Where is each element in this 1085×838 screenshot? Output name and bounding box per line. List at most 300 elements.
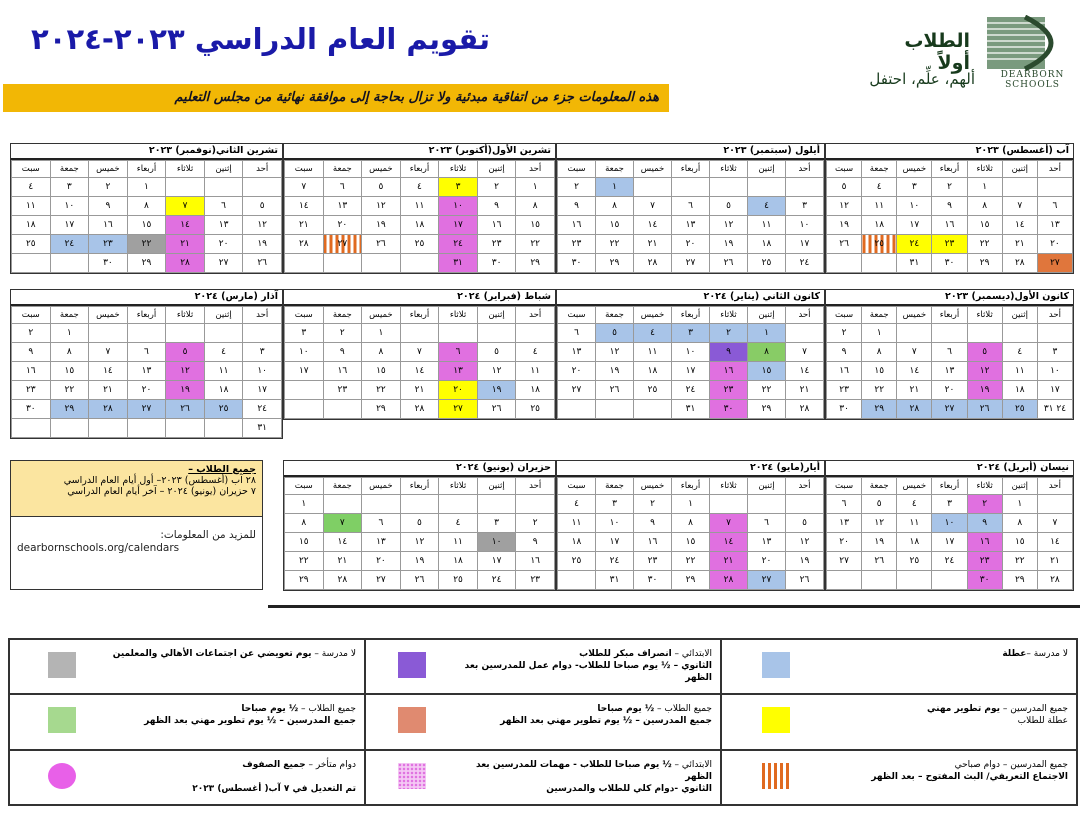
day-cell: ١٦	[558, 216, 596, 235]
day-cell: ١٢	[710, 216, 748, 235]
day-cell: ١٤	[1037, 533, 1072, 552]
weekday-header: إثنين	[748, 307, 786, 324]
day-cell	[285, 254, 324, 273]
day-cell: ٧	[710, 514, 748, 533]
day-cell: ١٩	[400, 552, 439, 571]
weekday-header: سبت	[827, 161, 862, 178]
day-cell	[243, 324, 282, 343]
day-cell: ١	[285, 495, 324, 514]
legend-item-early-release	[365, 639, 721, 694]
day-cell: ١١	[634, 343, 672, 362]
day-cell: ٢٢	[862, 381, 897, 400]
day-cell: ٢٣	[516, 571, 555, 590]
legend-text-bold: ½ يوم صباحا	[241, 704, 299, 715]
weekday-header: أربعاء	[400, 307, 439, 324]
day-cell: ٢٠	[439, 381, 478, 400]
day-cell: ١٣	[127, 362, 166, 381]
day-cell	[323, 400, 362, 419]
day-cell: ٢٥	[12, 235, 51, 254]
day-cell: ٢٠	[323, 216, 362, 235]
day-cell: ١٧	[897, 216, 932, 235]
day-cell: ٣	[897, 178, 932, 197]
day-cell: ٢٦	[862, 552, 897, 571]
more-info-label: للمزيد من المعلومات:	[160, 529, 256, 541]
day-cell	[710, 495, 748, 514]
day-cell	[634, 400, 672, 419]
legend-text-bold-2: الثانوي -دوام كلي للطلاب والمدرسين	[546, 783, 712, 794]
dearborn-logo	[985, 15, 1080, 95]
weekday-header: أربعاء	[127, 161, 166, 178]
day-cell: ٢٩	[1002, 571, 1037, 590]
day-cell: ٥	[400, 514, 439, 533]
legend-text-bold: عطلة	[1002, 649, 1027, 659]
day-cell: ٢٤ ٣١	[1037, 400, 1072, 419]
month-title: كانون الأول(ديسمبر) ٢٠٢٣	[826, 290, 1073, 306]
weekday-header: ثلاثاء	[439, 161, 478, 178]
weekday-header: إثنين	[477, 161, 516, 178]
day-cell	[786, 495, 824, 514]
day-cell: ٧	[166, 197, 205, 216]
weekday-header: جمعة	[596, 478, 634, 495]
day-cell	[362, 254, 401, 273]
month-calendar	[825, 289, 1074, 420]
day-cell: ٢٠	[127, 381, 166, 400]
day-cell: ١٨	[204, 381, 243, 400]
day-cell: ٢٤	[897, 235, 932, 254]
day-cell	[127, 324, 166, 343]
month-title: آب (أغسطس) ٢٠٢٣	[826, 144, 1073, 160]
day-cell: ٢٥	[439, 571, 478, 590]
day-cell: ٤	[516, 343, 555, 362]
day-cell	[967, 324, 1002, 343]
day-cell: ٢٣	[477, 235, 516, 254]
day-cell: ٨	[127, 197, 166, 216]
weekday-header: سبت	[12, 161, 51, 178]
day-cell: ٢	[967, 495, 1002, 514]
day-cell: ١٠	[439, 197, 478, 216]
weekday-header: خميس	[362, 478, 401, 495]
day-cell: ٢	[558, 178, 596, 197]
day-cell: ٥	[362, 178, 401, 197]
gray-swatch	[48, 652, 76, 678]
day-cell: ٢٨	[323, 571, 362, 590]
day-cell: ٢٨	[166, 254, 205, 273]
day-cell: ٢١	[897, 381, 932, 400]
day-cell: ٥	[827, 178, 862, 197]
day-cell: ١٠	[786, 216, 824, 235]
day-cell: ٦	[827, 495, 862, 514]
day-cell: ٢	[932, 178, 967, 197]
day-cell: ٢٤	[596, 552, 634, 571]
day-cell: ١٧	[596, 533, 634, 552]
weekday-header: خميس	[89, 161, 128, 178]
weekday-header: سبت	[558, 478, 596, 495]
day-cell: ١٥	[362, 362, 401, 381]
month-title: نيسان (أبريل) ٢٠٢٤	[826, 461, 1073, 477]
day-cell: ١١	[400, 197, 439, 216]
day-cell	[50, 419, 89, 438]
day-cell: ١٩	[477, 381, 516, 400]
day-cell: ١٩	[166, 381, 205, 400]
day-cell: ١٣	[1037, 216, 1072, 235]
day-cell: ٢	[477, 178, 516, 197]
day-cell: ١١	[439, 533, 478, 552]
weekday-header: ثلاثاء	[166, 161, 205, 178]
day-cell: ٥	[786, 514, 824, 533]
day-cell: ٤	[558, 495, 596, 514]
day-cell: ٢٧	[558, 381, 596, 400]
day-cell: ١١	[12, 197, 51, 216]
last-day-text: ٧ حزيران (يونيو) ٢٠٢٤ – آخر أيام العام الدراسي	[67, 486, 256, 497]
day-cell: ٢٦	[362, 235, 401, 254]
day-cell: ٤	[748, 197, 786, 216]
legend-text-bold: ½ يوم صباحا	[597, 704, 655, 715]
month-calendar	[556, 460, 825, 591]
weekday-header: إثنين	[1002, 161, 1037, 178]
day-cell: ٤	[634, 324, 672, 343]
day-cell: ٢٧	[127, 400, 166, 419]
weekday-header: أربعاء	[400, 161, 439, 178]
weekday-header: سبت	[827, 307, 862, 324]
day-cell: ١١	[204, 362, 243, 381]
day-cell: ٢٠	[748, 552, 786, 571]
day-cell: ٢٦	[596, 381, 634, 400]
day-cell: ١١	[897, 514, 932, 533]
day-cell: ٢	[710, 324, 748, 343]
divider	[268, 605, 1080, 608]
first-day-text: ٢٨ آب (أغسطس) ٢٠٢٣– أول أيام العام الدراسي	[63, 475, 256, 486]
day-cell: ٢٢	[748, 381, 786, 400]
day-cell: ٢	[89, 178, 128, 197]
day-cell: ١٣	[672, 216, 710, 235]
day-cell: ٢١	[634, 235, 672, 254]
day-cell: ٢٦	[400, 571, 439, 590]
weekday-header: أحد	[786, 161, 824, 178]
day-cell	[12, 254, 51, 273]
day-cell	[596, 400, 634, 419]
month-calendar	[10, 289, 283, 439]
legend-item-holiday	[721, 639, 1077, 694]
weekday-header: خميس	[362, 307, 401, 324]
weekday-header: أربعاء	[932, 307, 967, 324]
weekday-header: سبت	[827, 478, 862, 495]
day-cell: ١٣	[362, 533, 401, 552]
weekday-header: خميس	[89, 307, 128, 324]
day-cell	[12, 419, 51, 438]
day-cell: ٢٤	[243, 400, 282, 419]
day-cell	[827, 571, 862, 590]
day-cell: ١٩	[596, 362, 634, 381]
day-cell: ٢٠	[362, 552, 401, 571]
day-cell: ٢٣	[323, 381, 362, 400]
day-cell: ١٤	[710, 533, 748, 552]
day-cell: ٢٥	[558, 552, 596, 571]
day-cell: ٢٢	[285, 552, 324, 571]
legend-item-elementary-half-day	[365, 750, 721, 805]
day-cell: ٢٣	[710, 381, 748, 400]
day-cell: ٨	[516, 197, 555, 216]
day-cell: ١	[362, 324, 401, 343]
weekday-header: أربعاء	[672, 161, 710, 178]
students-first-slogan: الطلاب أولاً	[904, 30, 970, 74]
day-cell: ١٠	[672, 343, 710, 362]
day-cell: ١٢	[243, 216, 282, 235]
day-cell: ٢٧	[827, 552, 862, 571]
day-cell: ١٩	[827, 216, 862, 235]
legend-item-pd-day	[721, 694, 1077, 749]
day-cell: ١١	[862, 197, 897, 216]
day-cell: ١٧	[477, 552, 516, 571]
day-cell: ٢٤	[50, 235, 89, 254]
weekday-header: سبت	[558, 161, 596, 178]
day-cell	[786, 178, 824, 197]
day-cell: ١٢	[477, 362, 516, 381]
day-cell: ٣	[285, 324, 324, 343]
legend-text-2: عطلة للطلاب	[1017, 716, 1068, 727]
legend-text-bold: يوم تطوير مهني	[927, 704, 1000, 715]
day-cell	[323, 495, 362, 514]
day-cell: ٧	[400, 343, 439, 362]
day-cell	[932, 324, 967, 343]
day-cell: ٢٢	[362, 381, 401, 400]
day-cell: ١	[862, 324, 897, 343]
month-calendar	[556, 289, 825, 420]
day-cell: ٩	[477, 197, 516, 216]
weekday-header: ثلاثاء	[439, 307, 478, 324]
day-cell: ٢٤	[672, 381, 710, 400]
day-cell: ٦	[1037, 197, 1072, 216]
day-cell: ١٤	[89, 362, 128, 381]
day-cell: ٥	[596, 324, 634, 343]
day-cell: ١٠	[932, 514, 967, 533]
weekday-header: ثلاثاء	[439, 478, 478, 495]
day-cell: ٢٠	[672, 235, 710, 254]
day-cell: ١٤	[897, 362, 932, 381]
day-cell: ٢٤	[477, 571, 516, 590]
day-cell: ٨	[596, 197, 634, 216]
legend-text-bold: يوم تعويضي عن اجتماعات الأهالي والمعلمين	[112, 649, 312, 659]
weekday-header: أحد	[1037, 307, 1072, 324]
day-cell: ٩	[323, 343, 362, 362]
weekday-header: أربعاء	[932, 161, 967, 178]
day-cell: ٢٧	[748, 571, 786, 590]
day-cell: ٢٢	[516, 235, 555, 254]
day-cell: ١٥	[50, 362, 89, 381]
day-cell: ١٧	[1037, 381, 1072, 400]
day-cell: ٢٣	[12, 381, 51, 400]
weekday-header: أحد	[786, 307, 824, 324]
weekday-header: خميس	[634, 307, 672, 324]
day-cell: ٢٦	[786, 571, 824, 590]
day-cell	[1037, 324, 1072, 343]
weekday-header: ثلاثاء	[967, 307, 1002, 324]
day-cell: ٣٠	[932, 254, 967, 273]
day-cell: ٨	[748, 343, 786, 362]
day-cell	[558, 400, 596, 419]
day-cell: ٢٨	[1002, 254, 1037, 273]
day-cell: ٢٦	[827, 235, 862, 254]
legend-text-bold: ½ يوم صباحا للطلاب - مهمات للمدرسين بعد الظهر	[476, 759, 712, 782]
day-cell: ١٨	[748, 235, 786, 254]
weekday-header: أحد	[516, 478, 555, 495]
day-cell: ٩	[89, 197, 128, 216]
month-calendar	[10, 143, 283, 274]
day-cell: ١٧	[50, 216, 89, 235]
weekday-header: ثلاثاء	[710, 478, 748, 495]
day-cell: ٢١	[89, 381, 128, 400]
day-cell: ٨	[285, 514, 324, 533]
day-cell: ١٢	[166, 362, 205, 381]
day-cell	[862, 254, 897, 273]
day-cell: ٢٢	[967, 235, 1002, 254]
logo-text-2: SCHOOLS	[1005, 80, 1060, 90]
day-cell: ٣٠	[477, 254, 516, 273]
day-cell: ١٦	[89, 216, 128, 235]
day-cell: ٢٧	[439, 400, 478, 419]
day-cell: ٢٦	[967, 400, 1002, 419]
day-cell: ٣١	[243, 419, 282, 438]
day-cell: ١	[1002, 495, 1037, 514]
motto: ألهم، علِّم، احتفل	[869, 70, 975, 88]
day-cell: ٩	[967, 514, 1002, 533]
day-cell: ١٢	[596, 343, 634, 362]
day-cell: ٦	[362, 514, 401, 533]
day-cell: ٢٩	[862, 400, 897, 419]
weekday-header: ثلاثاء	[967, 478, 1002, 495]
day-cell	[1037, 495, 1072, 514]
month-title: تشرين الثاني(نوفمبر) ٢٠٢٣	[11, 144, 282, 160]
weekday-header: جمعة	[862, 161, 897, 178]
day-cell: ٢٤	[439, 235, 478, 254]
day-cell: ١٠	[477, 533, 516, 552]
day-cell: ١٩	[362, 216, 401, 235]
striped-orange-swatch	[762, 763, 790, 789]
calendar-url[interactable]: dearbornschools.org/calendars	[17, 542, 180, 554]
day-cell: ٨	[862, 343, 897, 362]
weekday-header: إثنين	[748, 161, 786, 178]
day-cell: ٤	[1002, 343, 1037, 362]
weekday-header: ثلاثاء	[710, 161, 748, 178]
legend	[8, 638, 1078, 806]
weekday-header: إثنين	[204, 307, 243, 324]
weekday-header: جمعة	[50, 161, 89, 178]
day-cell: ٢٦	[477, 400, 516, 419]
day-cell: ١	[50, 324, 89, 343]
day-cell: ٢٢	[596, 235, 634, 254]
day-cell: ٣	[932, 495, 967, 514]
green-swatch	[48, 707, 76, 733]
day-cell: ٣	[439, 178, 478, 197]
day-cell: ٦	[204, 197, 243, 216]
day-cell: ١	[127, 178, 166, 197]
day-cell: ٢٨	[634, 254, 672, 273]
weekday-header: أحد	[243, 161, 282, 178]
day-cell	[748, 178, 786, 197]
day-cell: ٢٨	[400, 400, 439, 419]
day-cell: ١٨	[1002, 381, 1037, 400]
weekday-header: أربعاء	[127, 307, 166, 324]
legend-item-half-day-green	[9, 694, 365, 749]
day-cell: ٢٢	[127, 235, 166, 254]
day-cell	[89, 419, 128, 438]
month-calendar	[283, 460, 556, 591]
day-cell: ١٢	[967, 362, 1002, 381]
legend-text: جميع الطلاب –	[301, 704, 356, 715]
legend-text-bold: جميع الصفوف	[242, 759, 306, 770]
day-cell: ٣١	[897, 254, 932, 273]
weekday-header: خميس	[897, 478, 932, 495]
day-cell: ١٣	[323, 197, 362, 216]
weekday-header: جمعة	[323, 161, 362, 178]
day-cell: ١٤	[285, 197, 324, 216]
day-cell: ٤	[439, 514, 478, 533]
day-cell: ٢٧	[672, 254, 710, 273]
day-cell: ١	[516, 178, 555, 197]
day-cell: ٢٦	[166, 400, 205, 419]
month-title: أيلول (سبتمبر) ٢٠٢٣	[557, 144, 824, 160]
weekday-header: أربعاء	[672, 478, 710, 495]
legend-text: دوام متأخر –	[308, 759, 356, 770]
day-cell: ١٩	[710, 235, 748, 254]
day-cell: ٣٠	[12, 400, 51, 419]
day-cell: ٤	[12, 178, 51, 197]
day-cell: ١٧	[285, 362, 324, 381]
day-cell: ٧	[634, 197, 672, 216]
day-cell: ٧	[786, 343, 824, 362]
day-cell: ١	[596, 178, 634, 197]
weekday-header: خميس	[897, 307, 932, 324]
day-cell: ١٨	[897, 533, 932, 552]
weekday-header: خميس	[897, 161, 932, 178]
day-cell: ٢٢	[1002, 552, 1037, 571]
day-cell: ١٩	[786, 552, 824, 571]
day-cell: ٢٣	[558, 235, 596, 254]
day-cell: ٢٨	[89, 400, 128, 419]
legend-text-bold-2: جميع المدرسين – ½ يوم تطوير مهني بعد الظهر	[144, 716, 356, 727]
day-cell	[89, 324, 128, 343]
weekday-header: خميس	[634, 478, 672, 495]
day-cell	[439, 324, 478, 343]
day-cell: ٩	[12, 343, 51, 362]
day-cell: ٢٥	[516, 400, 555, 419]
month-calendar	[825, 460, 1074, 591]
day-cell: ٢٣	[827, 381, 862, 400]
day-cell: ٩	[827, 343, 862, 362]
weekday-header: سبت	[558, 307, 596, 324]
weekday-header: سبت	[285, 161, 324, 178]
day-cell: ١٠	[897, 197, 932, 216]
day-cell	[1002, 178, 1037, 197]
day-cell: ١٣	[748, 533, 786, 552]
day-cell	[710, 178, 748, 197]
weekday-header: إثنين	[1002, 307, 1037, 324]
day-cell: ٣٠	[710, 400, 748, 419]
day-cell: ٢٩	[362, 400, 401, 419]
day-cell: ٣١	[439, 254, 478, 273]
weekday-header: إثنين	[204, 161, 243, 178]
month-title: تشرين الأول(أكتوبر) ٢٠٢٣	[284, 144, 555, 160]
day-cell: ١٦	[516, 552, 555, 571]
day-cell: ٢١	[710, 552, 748, 571]
day-cell: ٢	[12, 324, 51, 343]
day-cell: ١٦	[967, 533, 1002, 552]
day-cell: ١٢	[400, 533, 439, 552]
day-cell: ١٤	[166, 216, 205, 235]
day-cell: ١٤	[323, 533, 362, 552]
day-cell: ٢٥	[400, 235, 439, 254]
day-cell: ٨	[672, 514, 710, 533]
weekday-header: أحد	[516, 307, 555, 324]
